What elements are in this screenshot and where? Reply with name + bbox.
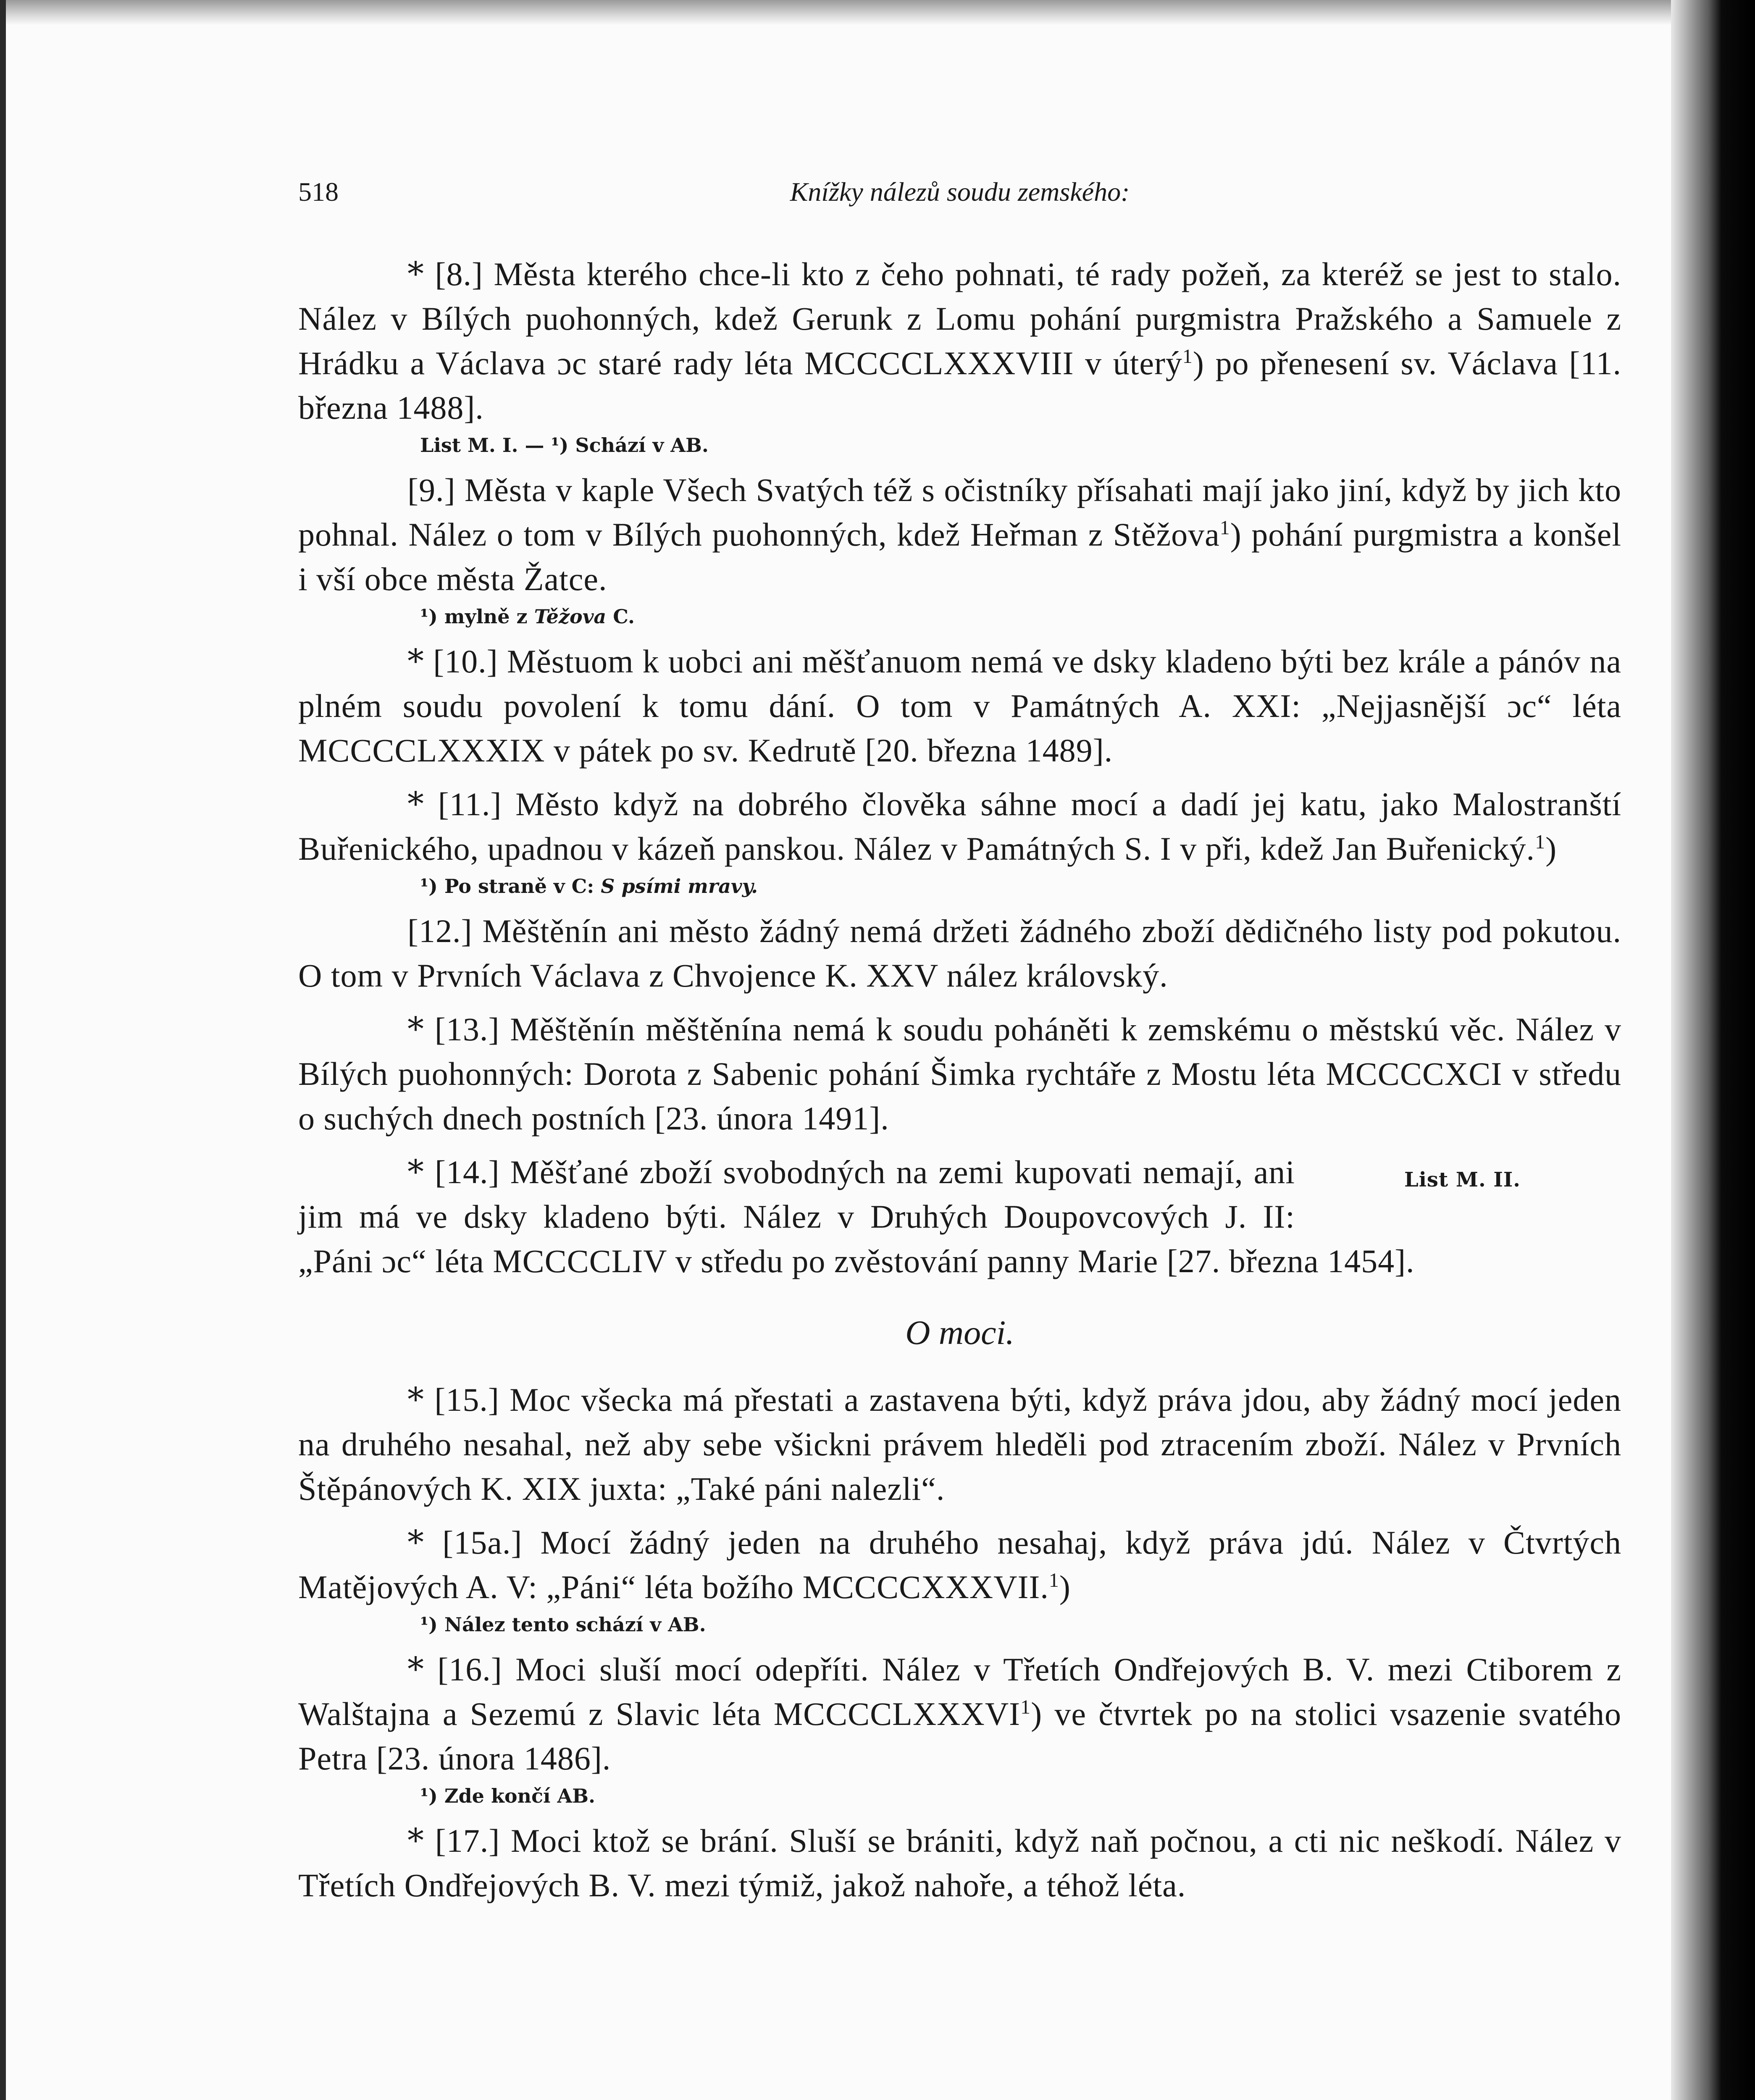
footnote-ref: 1 [1182,345,1193,368]
entry-number: [8.] [435,256,483,292]
entry-number: [15a.] [442,1524,523,1561]
entry-10: * [10.] Městuom k uobci ani měšťanuom nemá ve dsky kladeno býti bez krále a pánóv na plném soudu povolení k tomu dání. O tom v Památných A. XXI: „Nejjasnější ɔc“ léta MCCCCLXXXIX v pátek po sv. Kedrutě [20. března 1489]. [298,643,1622,769]
entry-12 [298,909,1621,998]
footnote-ref: 1 [1048,1569,1059,1591]
entry-text: Měštěnín měštěnína nemá k soudu poháněti k zemskému o městskú věc. Nález v Bílých puohonných: Dorota z Sabenic pohání Šimka rychtáře z Mostu léta MCCCCXCI v středu o suchých dnech postních [23. února 1491]. [298,1011,1622,1137]
side-note: List M. II. [1404,1168,1521,1192]
scan-right-edge [1671,0,1755,2100]
section-heading: O moci. [905,1313,1014,1352]
footnote-ref: 1 [1535,831,1546,853]
entry-number: [9.] [407,472,456,508]
entry-17: * [17.] Moci ktož se brání. Sluší se brániti, když naň počnou, a cti nic neškodí. Nález v Třetích Ondřejových B. V. mezi týmiž, jakož nahoře, a téhož léta. [298,1822,1621,1903]
entry-text: Města v kaple Všech Svatých též s očistníky přísahati mají jako jiní, když by jich kto pohnal. Nález o tom v Bílých puohonných, kdež Heřman z Stěžova [298,472,1621,553]
page-body [298,252,1621,1908]
scan-left-edge [0,0,6,2100]
entry-text: Městuom k uobci ani měšťanuom nemá ve dsky kladeno býti bez krále a pánóv na plném soudu povolení k tomu dání. O tom v Památných A. XXI: „Nejjasnější ɔc“ léta MCCCCLXXXIX v pátek po sv. Kedrutě [20. března 1489]. [298,643,1622,769]
footnote: ¹) Po straně v C: S psími mravy. [420,875,758,898]
entry-number: [10.] [433,643,498,680]
entry-text: Města kterého chce-li kto z čeho pohnati, té rady požeň, za kteréž se jest to stalo. Nález v Bílých puohonných, kdež Gerunk z Lomu pohání purgmistra Pražského a Samuele z Hrádku a Václava ɔc staré rady léta MCCCCLXXXVIII v úterý [298,256,1622,381]
footnote: ¹) mylně z Těžova C. [420,605,635,628]
footnote-ref: 1 [1219,517,1230,539]
running-title: Knížky nálezů soudu zemského: [790,177,1130,207]
entry-number: [17.] [435,1822,500,1859]
entry-text: Měšťané zboží svobodných na zemi kupovati nemají, ani jim má ve dsky kladeno býti. Nález v Druhých Doupovcových J. II: „Páni ɔc“ léta MCCCCLIV v středu po zvěstování panny Marie [27. března 1454]. [298,1154,1415,1279]
entry-text: Měštěnín ani město žádný nemá držeti žádného zboží dědičného listy pod pokutou. O tom v Prvních Václava z Chvojence K. XXV nález královský. [298,913,1622,994]
entry-text: Mocí žádný jeden na druhého nesahaj, když práva jdú. Nález v Čtvrtých Matějových A. V: „Páni“ léta božího MCCCCXXXVII. [298,1524,1622,1605]
entry-text: Moc všecka má přestati a zastavena býti, když práva jdou, aby žádný mocí jeden na druhého nesahal, než aby sebe všickni právem hleděli pod ztracením zboží. Nález v Prvních Štěpánových K. XIX juxta: „Také páni nalezli“. [298,1381,1621,1507]
entry-14: List M. II. * [14.] Měšťané zboží svobodných na zemi kupovati nemají, ani jim má ve dsky kladeno býti. Nález v Druhých Doupovcových J. II: „Páni ɔc“ léta MCCCCLIV v středu po zvěstování panny Marie [27. března 1454]. [298,1153,1521,1279]
footnote: List M. I. — ¹) Schází v AB. [420,434,709,457]
entry-text: Moci sluší mocí odepříti. Nález v Třetích Ondřejových B. V. mezi Ctiborem z Walštajna a Sezemú z Slavic léta MCCCCLXXXVI [298,1651,1622,1732]
scan-top-edge [0,0,1755,25]
footnote-ref: 1 [1020,1696,1031,1718]
entry-number: [16.] [437,1651,502,1688]
footnote: ¹) Zde končí AB. [420,1785,596,1807]
entry-13: * [13.] Měštěnín měštěnína nemá k soudu poháněti k zemskému o městskú věc. Nález v Bílých puohonných: Dorota z Sabenic pohání Šimka rychtáře z Mostu léta MCCCCXCI v středu o suchých dnech postních [23. února 1491]. [298,1011,1622,1137]
entry-11: * [11.] Město když na dobrého člověka sáhne mocí a dadí jej katu, jako Malostranští Buřenického, upadnou v kázeň panskou. Nález v Památných S. I v při, kdež Jan Buřenický.$^1$) [298,785,1622,867]
page-header [298,176,1621,227]
entry-16: * [16.] Moci sluší mocí odepříti. Nález v Třetích Ondřejových B. V. mezi Ctiborem z Walštajna a Sezemú z Slavic léta MCCCCLXXXVI$^1$) ve čtvrtek po na stolici vsazenie svatého Petra [23. února 1486]. [298,1651,1622,1777]
entry-8: * [8.] Města kterého chce-li kto z čeho pohnati, té rady požeň, za kteréž se jest to stalo. Nález v Bílých puohonných, kdež Gerunk z Lomu pohání purgmistra Pražského a Samuele z Hrádku a Václava ɔc staré rady léta MCCCCLXXXVIII v úterý$^1$) po přenesení sv. Václava [11. března 1488]. [298,255,1622,426]
footnote: ¹) Nález tento schází v AB. [420,1613,706,1636]
entry-9: [9.] Města v kaple Všech Svatých též s očistníky přísahati mají jako jiní, když by jich kto pohnal. Nález o tom v Bílých puohonných, kdež Heřman z Stěžova$^1$) pohání purgmistra a konšel i vší obce města Žatce. [298,472,1622,597]
entry-number: [15.] [434,1381,499,1418]
entry-number: [14.] [435,1154,500,1190]
entry-15a: * [15a.] Mocí žádný jeden na druhého nesahaj, když práva jdú. Nález v Čtvrtých Matějových A. V: „Páni“ léta božího MCCCCXXXVII.$^1$) [298,1524,1622,1605]
entry-15: * [15.] Moc všecka má přestati a zastavena býti, když práva jdou, aby žádný mocí jeden na druhého nesahal, než aby sebe všickni právem hleděli pod ztracením zboží. Nález v Prvních Štěpánových K. XIX juxta: „Také páni nalezli“. [298,1381,1621,1507]
entry-text: Město když na dobrého člověka sáhne mocí a dadí jej katu, jako Malostranští Buřenického, upadnou v kázeň panskou. Nález v Památných S. I v při, kdež Jan Buřenický. [298,786,1622,867]
page-number: 518 [298,177,339,207]
entry-number: [11.] [438,786,502,822]
entry-text: Moci ktož se brání. Sluší se brániti, když naň počnou, a cti nic neškodí. Nález v Třetích Ondřejových B. V. mezi týmiž, jakož nahoře, a téhož léta. [298,1822,1621,1903]
entry-number: [12.] [407,913,473,949]
entry-number: [13.] [434,1011,500,1047]
